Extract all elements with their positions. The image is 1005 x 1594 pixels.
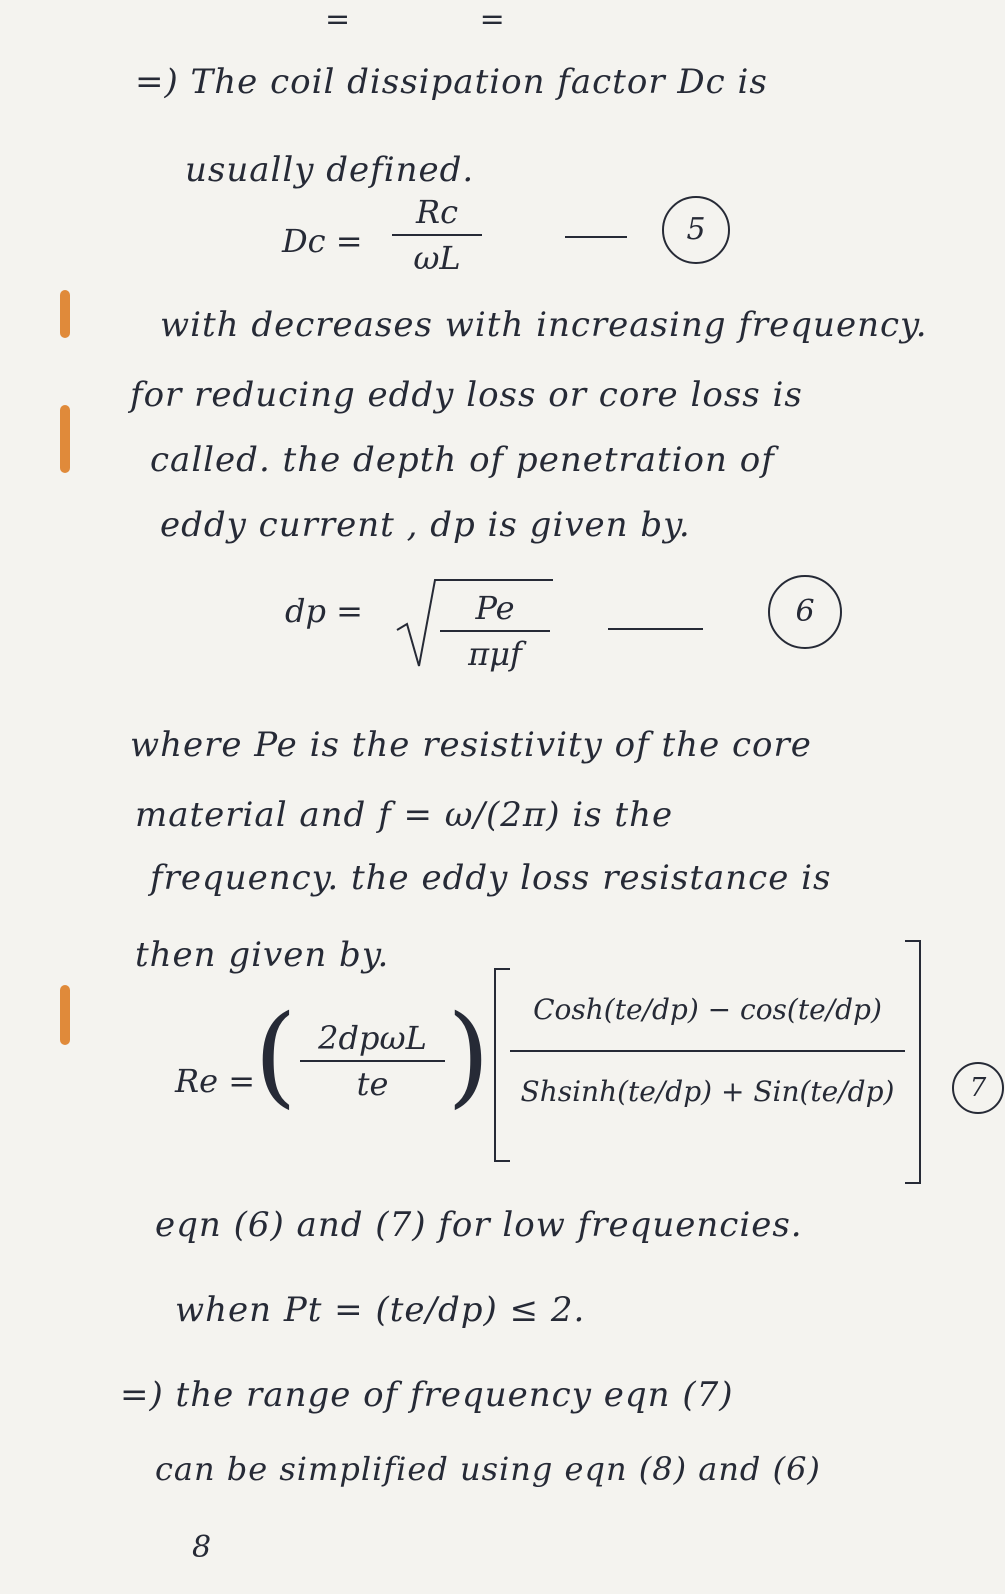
text-line: when Pt = (te/dp) ≤ 2. [175, 1290, 586, 1330]
text-line: where Pe is the resistivity of the core [130, 725, 812, 765]
equation-7-bottom: Shsinh(te/dp) + Sin(te/dp) [520, 1075, 895, 1108]
equation-dash [608, 628, 703, 630]
text-line: =) the range of frequency eqn (7) [120, 1375, 734, 1415]
left-paren: ( [254, 991, 297, 1119]
equation-7-coefficient [300, 1018, 445, 1104]
text-line: for reducing eddy loss or core loss is [130, 375, 803, 415]
equation-7-main-fraction [510, 990, 905, 1112]
equation-5-fraction [392, 192, 482, 278]
text-line: can be simplified using eqn (8) and (6) [155, 1450, 821, 1488]
text-line: material and f = ω/(2π) is the [135, 795, 674, 835]
equation-dash [565, 236, 627, 238]
text-line: frequency. the eddy loss resistance is [150, 858, 832, 898]
equation-5-lhs: Dc = [282, 222, 363, 260]
left-bracket [494, 968, 510, 1162]
text-line: called. the depth of penetration of [150, 440, 775, 480]
equation-6-numerator: Pe [475, 589, 515, 627]
equation-5-denominator: ωL [413, 239, 461, 277]
equation-6-denominator: πμf [468, 635, 522, 673]
equation-7-coef-denominator: te [356, 1065, 389, 1103]
right-paren: ) [447, 991, 490, 1119]
text-line: =) The coil dissipation factor Dc is [135, 62, 768, 102]
equation-5-numerator: Rc [415, 193, 458, 231]
equation-6-number: 6 [768, 575, 842, 649]
text-line: eddy current , dp is given by. [160, 505, 691, 545]
text-line: 8 [192, 1530, 213, 1565]
margin-mark [60, 405, 70, 473]
equation-6-lhs: dp = [285, 592, 363, 630]
margin-mark [60, 290, 70, 338]
header-marks: = = [325, 2, 565, 37]
equation-7-number: 7 [952, 1062, 1004, 1114]
text-line: eqn (6) and (7) for low frequencies. [155, 1205, 803, 1245]
text-line: usually defined. [185, 150, 475, 190]
equation-7-coef-numerator: 2dpωL [318, 1019, 427, 1057]
equation-7-lhs: Re = [175, 1062, 256, 1100]
text-line: with decreases with increasing frequency. [160, 305, 928, 345]
text-line: then given by. [135, 935, 390, 975]
equation-6-fraction [440, 588, 550, 674]
right-bracket [905, 940, 921, 1184]
margin-mark [60, 985, 70, 1045]
equation-7-top: Cosh(te/dp) − cos(te/dp) [533, 993, 882, 1026]
equation-5-number: 5 [662, 196, 730, 264]
